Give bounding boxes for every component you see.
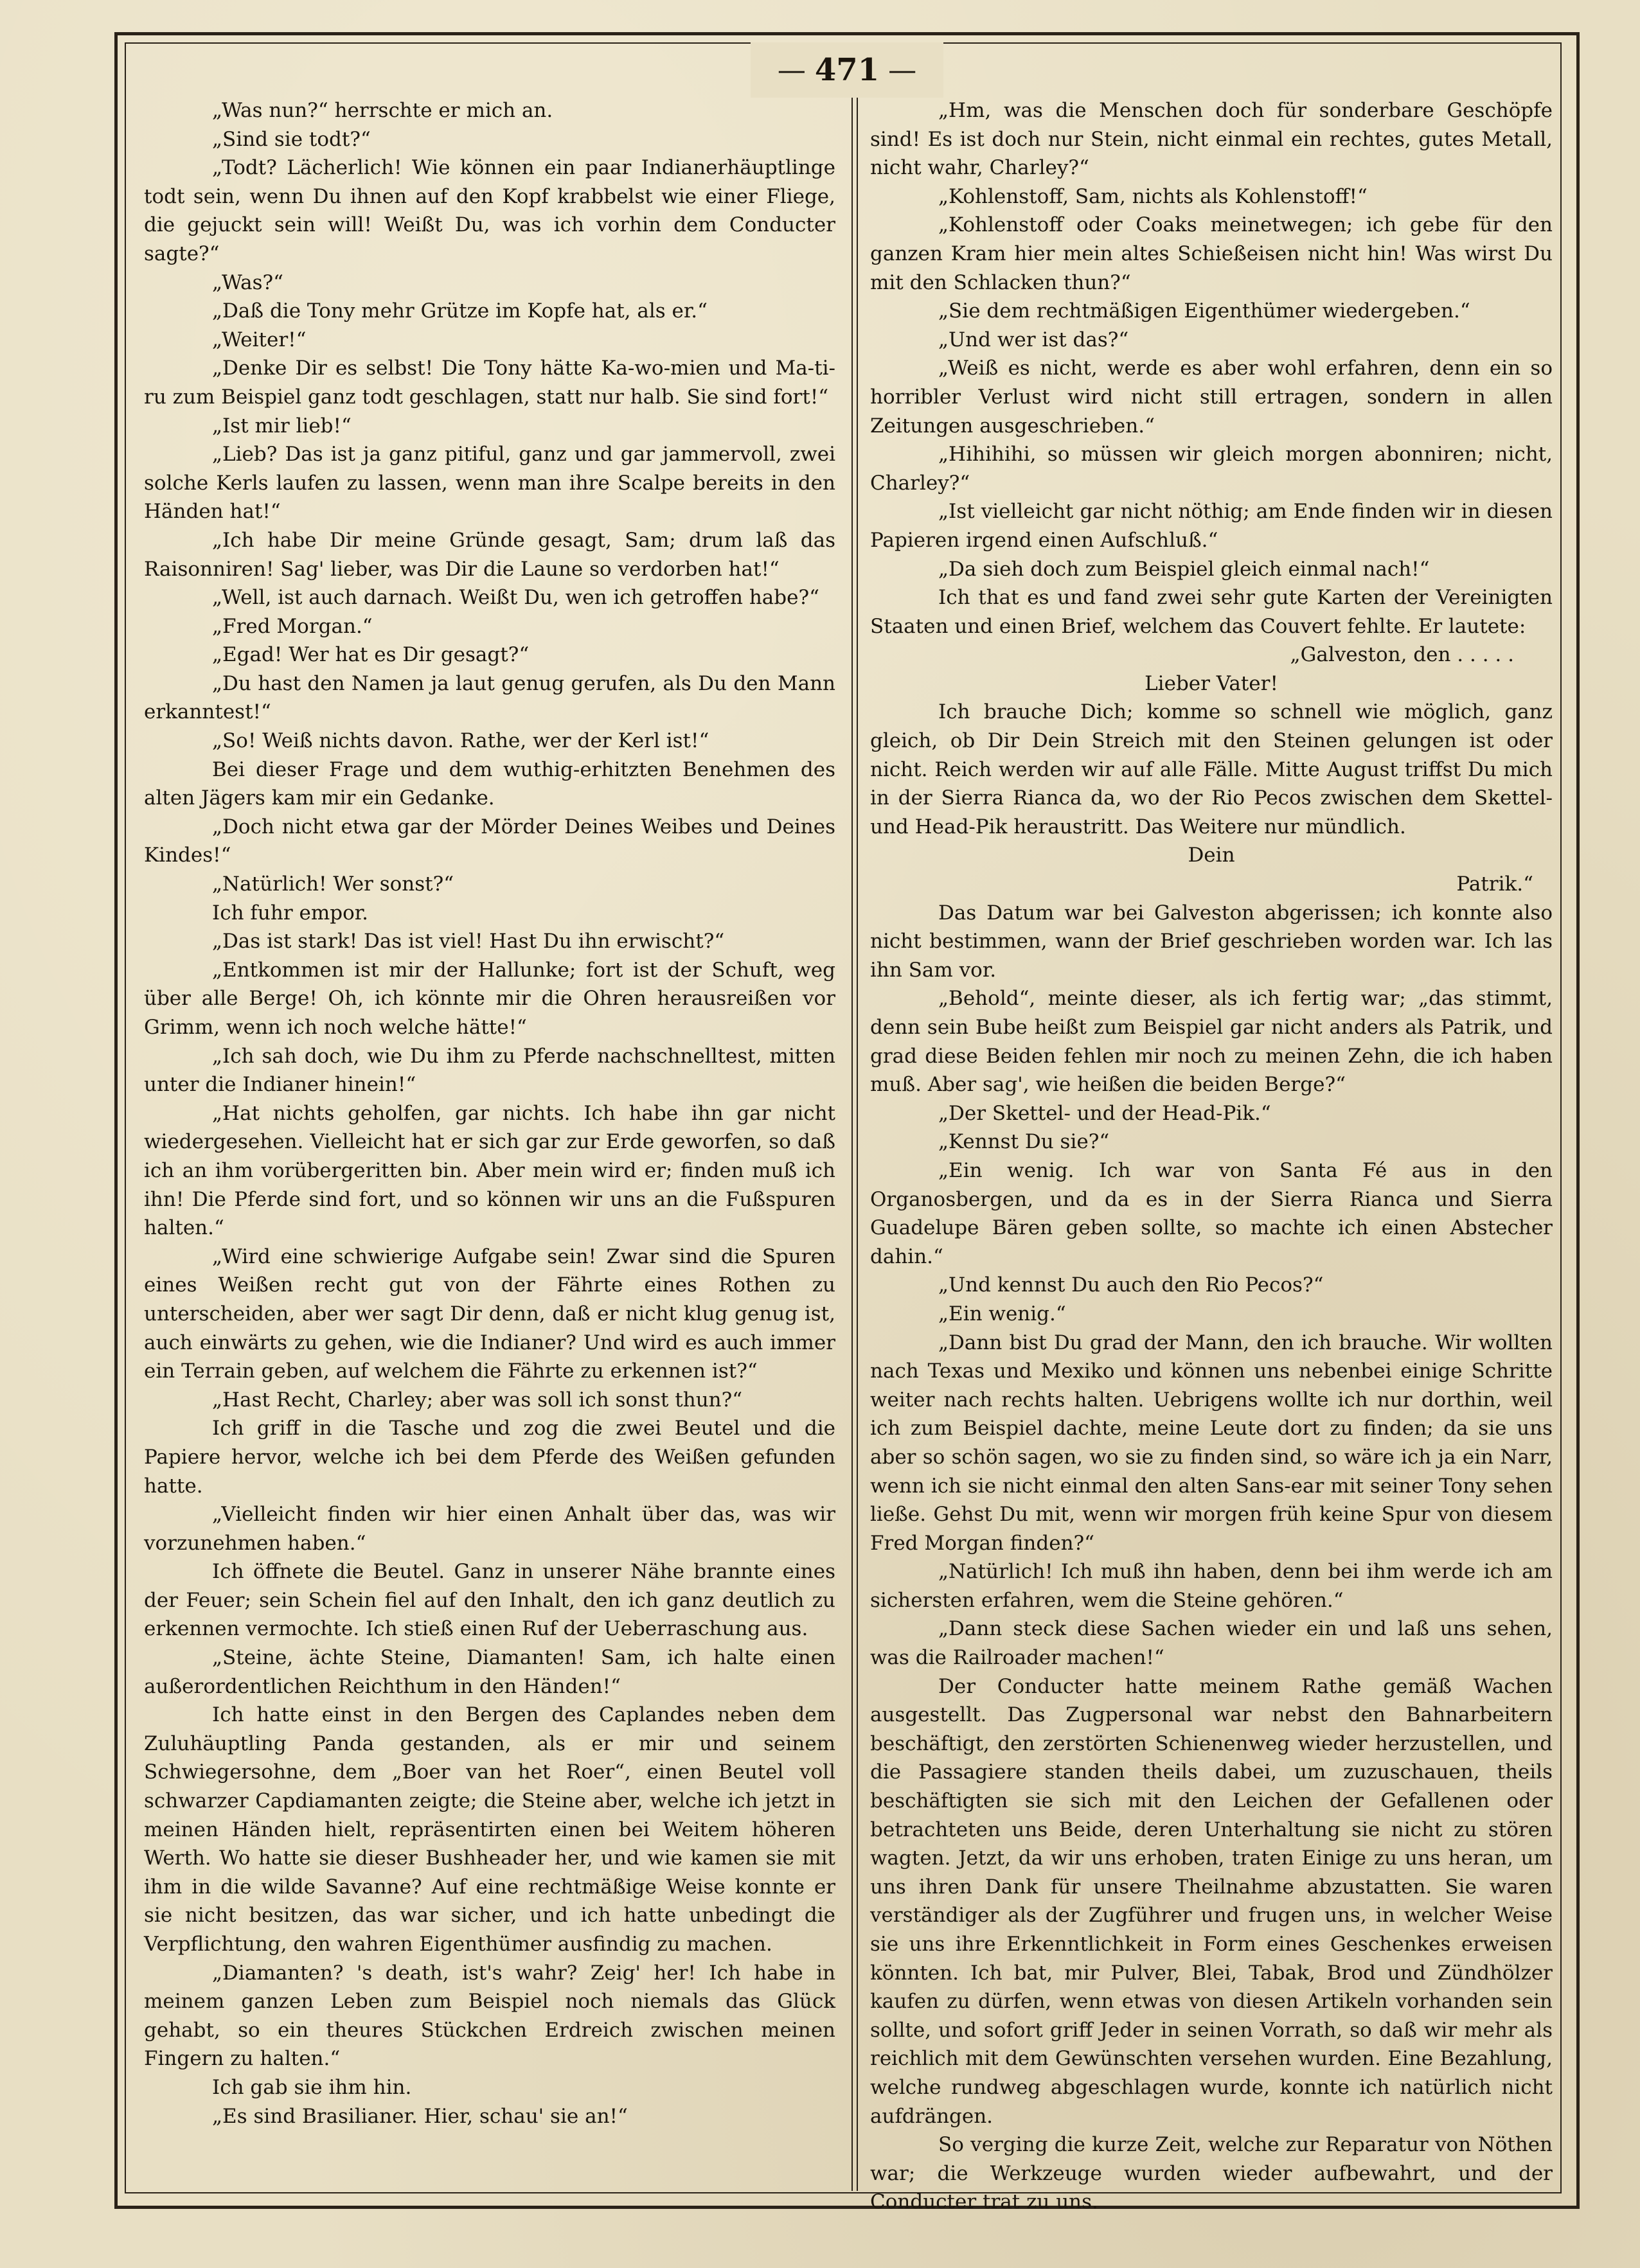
header-dash-right: —: [888, 53, 917, 87]
paragraph: „Ein wenig.“: [938, 1302, 1066, 1325]
paragraph: „Steine, ächte Steine, Diamanten! Sam, ich halte einen außerordentlichen Reichthum in den Händen!“: [144, 1646, 835, 1698]
paragraph: „Hast Recht, Charley; aber was soll ich sonst thun?“: [212, 1388, 743, 1412]
letter-salutation: Lieber Vater!: [1145, 671, 1278, 695]
paragraph: „Es sind Brasilianer. Hier, schau' sie an!“: [212, 2104, 628, 2128]
left-column: [144, 96, 835, 2131]
paragraph: „Dann bist Du grad der Mann, den ich brauche. Wir wollten nach Texas und Mexiko und können uns nebenbei einige Schritte weiter nach rechts halten. Uebrigens wollte ich nur dorthin, weil ich zum Beispiel dachte, meine Leute dort zu finden; da sie uns aber so schön sagen, wo sie zu finden sind, so wäre ich ja ein Narr, wenn ich sie nicht einmal den alten Sans-ear mit seiner Tony sehen ließe. Gehst Du mit, wenn wir morgen früh keine Spur von diesem Fred Morgan finden?“: [870, 1331, 1553, 1555]
paragraph: „Doch nicht etwa gar der Mörder Deines Weibes und Deines Kindes!“: [144, 815, 835, 867]
paragraph: „Und kennst Du auch den Rio Pecos?“: [938, 1273, 1324, 1297]
paragraph: „Du hast den Namen ja laut genug gerufen, als Du den Mann erkanntest!“: [144, 671, 835, 724]
paragraph: „Ist vielleicht gar nicht nöthig; am Ende finden wir in diesen Papieren irgend einen Aufschluß.“: [870, 500, 1553, 552]
paragraph: So verging die kurze Zeit, welche zur Reparatur von Nöthen war; die Werkzeuge wurden wieder aufbewahrt, und der Conducter trat zu uns.: [870, 2133, 1553, 2214]
paragraph: „Sie dem rechtmäßigen Eigenthümer wiedergeben.“: [938, 299, 1470, 323]
column-divider: [851, 98, 853, 2191]
paragraph: Ich griff in die Tasche und zog die zwei Beutel und die Papiere hervor, welche ich bei dem Pferde des Weißen gefunden hatte.: [144, 1417, 835, 1498]
right-column: [870, 96, 1553, 2217]
paragraph: Ich hatte einst in den Bergen des Caplandes neben dem Zuluhäuptling Panda gestanden, als er mir und seinem Schwiegersohne, dem „Boer van het Roer“, einen Beutel voll schwarzer Capdiamanten zeigte; die Steine aber, welche ich jetzt in meinen Händen hielt, repräsentirten einen bei Weitem höheren Werth. Wo hatte sie dieser Bushheader her, und wie kamen sie mit ihm in die wilde Savanne? Auf eine rechtmäßige Weise konnte er sie nicht besitzen, das war sicher, und ich hatte unbedingt die Verpflichtung, den wahren Eigenthümer ausfindig zu machen.: [144, 1703, 835, 1956]
paragraph: „Hat nichts geholfen, gar nichts. Ich habe ihn gar nicht wiedergesehen. Vielleicht hat er sich gar zur Erde geworfen, so daß ich an ihm vorübergeritten bin. Aber mein wird er; finden muß ich ihn! Die Pferde sind fort, und so können wir uns an die Fußspuren halten.“: [144, 1101, 835, 1240]
paragraph: „Sind sie todt?“: [212, 127, 371, 151]
page-header: [751, 42, 943, 98]
paragraph: Ich fuhr empor.: [212, 901, 369, 925]
paragraph: „Was?“: [212, 270, 283, 294]
paragraph: „Hihihihi, so müssen wir gleich morgen abonniren; nicht, Charley?“: [870, 443, 1553, 495]
letter-body: Ich brauche Dich; komme so schnell wie möglich, ganz gleich, ob Dir Dein Streich mit den Steinen gelungen ist oder nicht. Reich werden wir auf alle Fälle. Mitte August triffst Du mich in der Sierra Rianca da, wo der Rio Pecos zwischen dem Skettel- und Head-Pik heraustritt. Das Weitere nur mündlich.: [870, 700, 1553, 838]
paragraph: „Kohlenstoff oder Coaks meinetwegen; ich gebe für den ganzen Kram hier mein altes Schießeisen nicht hin! Was wirst Du mit den Schlacken thun?“: [870, 213, 1553, 294]
paragraph: „Diamanten? 's death, ist's wahr? Zeig' her! Ich habe in meinem ganzen Leben zum Beispiel noch niemals das Glück gehabt, so ein theures Stückchen Erdreich zwischen meinen Fingern zu halten.“: [144, 1961, 835, 2071]
paragraph: „Wird eine schwierige Aufgabe sein! Zwar sind die Spuren eines Weißen recht gut von der Fährte eines Rothen zu unterscheiden, aber wer sagt Dir denn, daß er nicht klug genug ist, auch einwärts zu gehen, wie die Indianer? Und wird es auch immer ein Terrain geben, auf welchem die Fährte zu erkennen ist?“: [144, 1245, 835, 1383]
paragraph: „Fred Morgan.“: [212, 614, 373, 638]
paragraph: „Todt? Lächerlich! Wie können ein paar Indianerhäuptlinge todt sein, wenn Du ihnen auf den Kopf krabbelst wie einer Fliege, die gejuckt sein will! Weißt Du, was ich vorhin dem Conducter sagte?“: [144, 156, 835, 265]
paragraph: „Daß die Tony mehr Grütze im Kopfe hat, als er.“: [212, 299, 708, 323]
paragraph: „Lieb? Das ist ja ganz pitiful, ganz und gar jammervoll, zwei solche Kerls laufen zu lassen, wenn man ihre Scalpe bereits in den Händen hat!“: [144, 443, 835, 524]
paragraph: „Ich sah doch, wie Du ihm zu Pferde nachschnelltest, mitten unter die Indianer hinein!“: [144, 1044, 835, 1097]
paragraph: „Vielleicht finden wir hier einen Anhalt über das, was wir vorzunehmen haben.“: [144, 1503, 835, 1555]
paragraph: „Da sieh doch zum Beispiel gleich einmal nach!“: [938, 557, 1430, 581]
paragraph: Ich that es und fand zwei sehr gute Karten der Vereinigten Staaten und einen Brief, welchem das Couvert fehlte. Er lautete:: [870, 586, 1553, 638]
paragraph: Ich gab sie ihm hin.: [212, 2075, 412, 2099]
paragraph: „Kennst Du sie?“: [938, 1130, 1110, 1154]
paragraph: Das Datum war bei Galveston abgerissen; ich konnte also nicht bestimmen, wann der Brief geschrieben worden war. Ich las ihn Sam vor.: [870, 901, 1553, 982]
paragraph: „Kohlenstoff, Sam, nichts als Kohlenstoff!“: [938, 184, 1368, 208]
paragraph: „Ist mir lieb!“: [212, 414, 352, 438]
paragraph: „Natürlich! Ich muß ihn haben, denn bei ihm werde ich am sichersten erfahren, wem die Steine gehören.“: [870, 1560, 1553, 1612]
paragraph: Ich öffnete die Beutel. Ganz in unserer Nähe brannte eines der Feuer; sein Schein fiel auf den Inhalt, den ich ganz deutlich zu erkennen vermochte. Ich stieß einen Ruf der Ueberraschung aus.: [144, 1560, 835, 1641]
paragraph: „Well, ist auch darnach. Weißt Du, wen ich getroffen habe?“: [212, 586, 819, 610]
paragraph: „Ich habe Dir meine Gründe gesagt, Sam; drum laß das Raisonniren! Sag' lieber, was Dir die Laune so verdorben hat!“: [144, 528, 835, 581]
letter-place-date: „Galveston, den . . . . .: [1290, 643, 1514, 667]
column-divider-second: [857, 98, 858, 2191]
paragraph: „Dann steck diese Sachen wieder ein und laß uns sehen, was die Railroader machen!“: [870, 1617, 1553, 1670]
letter-signature: Patrik.“: [1456, 873, 1533, 896]
paragraph: „Weiß es nicht, werde es aber wohl erfahren, denn ein so horribler Verlust wird nicht still ertragen, sondern in allen Zeitungen ausgeschrieben.“: [870, 357, 1553, 438]
paragraph: „Und wer ist das?“: [938, 328, 1129, 351]
header-dash-left: —: [777, 53, 806, 87]
paragraph: „Denke Dir es selbst! Die Tony hätte Ka-wo-mien und Ma-ti-ru zum Beispiel ganz todt geschlagen, statt nur halb. Sie sind fort!“: [144, 357, 835, 409]
paragraph: „Hm, was die Menschen doch für sonderbare Geschöpfe sind! Es ist doch nur Stein, nicht einmal ein rechtes, gutes Metall, nicht wahr, Charley?“: [870, 99, 1553, 180]
paragraph: „Egad! Wer hat es Dir gesagt?“: [212, 643, 530, 667]
paragraph: Bei dieser Frage und dem wuthig-erhitzten Benehmen des alten Jägers kam mir ein Gedanke.: [144, 757, 835, 810]
paragraph: „Das ist stark! Das ist viel! Hast Du ihn erwischt?“: [212, 930, 725, 953]
paragraph: „So! Weiß nichts davon. Rathe, wer der Kerl ist!“: [212, 729, 709, 753]
paragraph: „Was nun?“ herrschte er mich an.: [212, 99, 553, 122]
paragraph: „Der Skettel- und der Head-Pik.“: [938, 1101, 1271, 1125]
paragraph: „Behold“, meinte dieser, als ich fertig war; „das stimmt, denn sein Bube heißt zum Beispiel gar nicht anders als Patrik, und grad diese Beiden fehlen mir noch zu meinen Zehn, die ich haben muß. Aber sag', wie heißen die beiden Berge?“: [870, 987, 1553, 1097]
paragraph: „Natürlich! Wer sonst?“: [212, 873, 454, 896]
letter-closing: Dein: [1188, 844, 1235, 867]
page-number: 471: [814, 52, 880, 88]
paragraph: „Entkommen ist mir der Hallunke; fort ist der Schuft, weg über alle Berge! Oh, ich könnte mir die Ohren herausreißen vor Grimm, wenn ich noch welche hätte!“: [144, 958, 835, 1039]
paragraph: „Ein wenig. Ich war von Santa Fé aus in den Organosbergen, und da es in der Sierra Rianca und Sierra Guadelupe Bären geben sollte, so machte ich einen Abstecher dahin.“: [870, 1158, 1553, 1268]
paragraph: Der Conducter hatte meinem Rathe gemäß Wachen ausgestellt. Das Zugpersonal war nebst den Bahnarbeitern beschäftigt, den zerstörten Schienenweg wieder herzustellen, und die Passagiere standen theils dabei, um zuzuschauen, theils beschäftigten sie sich mit den Leichen der Gefallenen oder betrachteten uns Beide, deren Unterhaltung sie nicht zu stören wagten. Jetzt, da wir uns erhoben, traten Einige zu uns heran, um uns ihren Dank für unsere Theilnahme abzustatten. Sie waren verständiger als der Zugführer und frugen uns, in welcher Weise sie uns ihre Erkenntlichkeit in Form eines Geschenkes erweisen könnten. Ich bat, mir Pulver, Blei, Tabak, Brod und Zündhölzer kaufen zu dürfen, wenn etwas von diesen Artikeln vorhanden sein sollte, und sofort griff Jeder in seinen Vorrath, so daß wir mehr als reichlich mit dem Gewünschten versehen wurden. Eine Bezahlung, welche rundweg abgeschlagen wurde, konnte ich natürlich nicht aufdrängen.: [870, 1674, 1553, 2128]
paragraph: „Weiter!“: [212, 328, 307, 351]
